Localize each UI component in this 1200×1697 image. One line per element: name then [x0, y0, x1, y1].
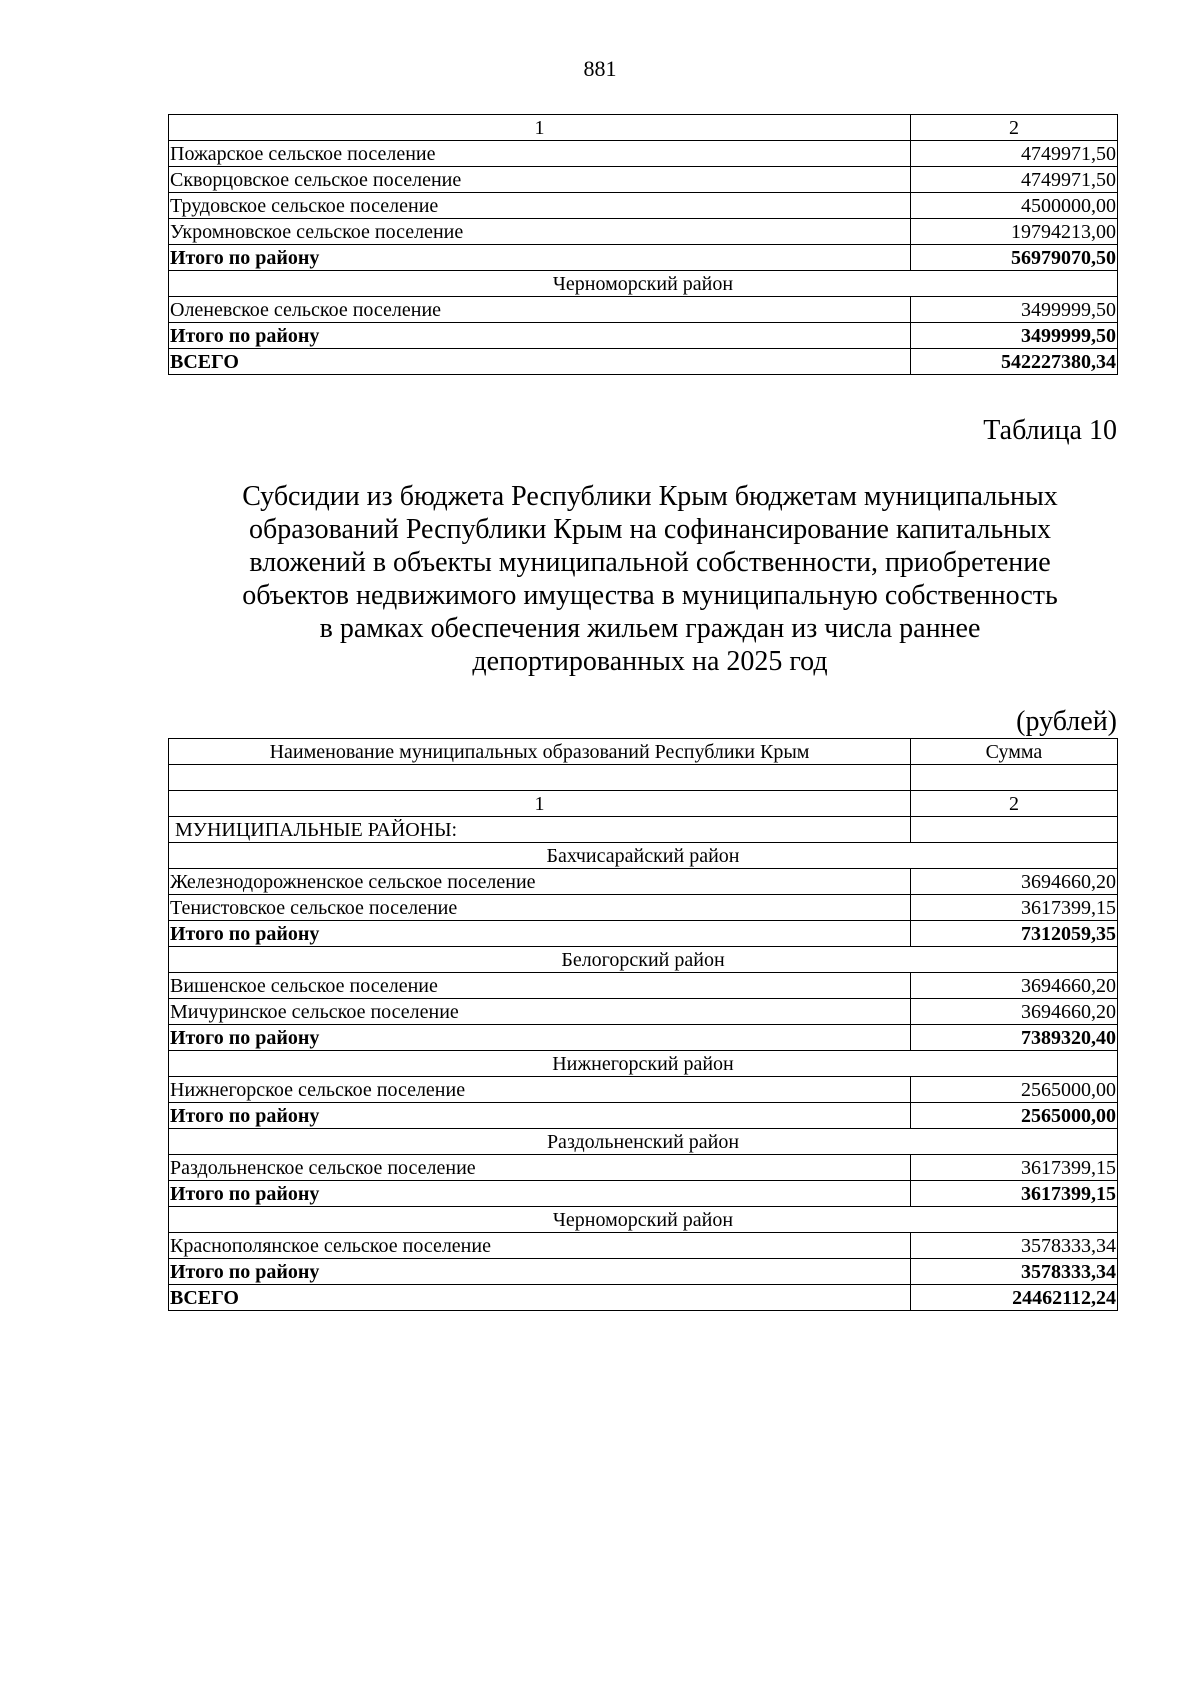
- subtotal-label: Итого по району: [169, 1181, 911, 1207]
- settlement-amount: 3617399,15: [911, 1155, 1118, 1181]
- district-name: Черноморский район: [169, 1207, 1118, 1233]
- table-row: [169, 973, 1118, 999]
- district-header-row: [169, 1051, 1118, 1077]
- subtotal-amount: 7389320,40: [911, 1025, 1118, 1051]
- settlement-amount: 2565000,00: [911, 1077, 1118, 1103]
- header-name: Наименование муниципальных образований Республики Крым: [169, 739, 911, 765]
- district-header-row: [169, 843, 1118, 869]
- table-label: Таблица 10: [983, 415, 1117, 446]
- subtotal-amount: 3617399,15: [911, 1181, 1118, 1207]
- district-subtotal-row: [169, 1103, 1118, 1129]
- table-header-row: [169, 739, 1118, 765]
- district-subtotal-row: [169, 1025, 1118, 1051]
- subtotal-amount: 2565000,00: [911, 1103, 1118, 1129]
- subtotal-amount: 3499999,50: [911, 323, 1118, 349]
- district-subtotal-row: [169, 245, 1118, 271]
- settlement-name: Нижнегорское сельское поселение: [169, 1077, 911, 1103]
- settlement-name: Железнодорожненское сельское поселение: [169, 869, 911, 895]
- subtotal-label: Итого по району: [169, 1103, 911, 1129]
- subtotal-label: Итого по району: [169, 245, 911, 271]
- column-number-row: [169, 115, 1118, 141]
- district-name: Раздольненский район: [169, 1129, 1118, 1155]
- district-header-row: [169, 947, 1118, 973]
- header-sum: Сумма: [911, 739, 1118, 765]
- settlement-amount: 3694660,20: [911, 973, 1118, 999]
- table-row: [169, 1155, 1118, 1181]
- header-divider: [169, 765, 1118, 791]
- district-subtotal-row: [169, 1259, 1118, 1285]
- table-title-line: в рамках обеспечения жильем граждан из числа раннее: [319, 613, 981, 644]
- settlement-name: Оленевское сельское поселение: [169, 297, 911, 323]
- subtotal-amount: 3578333,34: [911, 1259, 1118, 1285]
- grand-total-amount: 24462112,24: [911, 1285, 1118, 1311]
- subtotal-label: Итого по району: [169, 1259, 911, 1285]
- settlement-name: Вишенское сельское поселение: [169, 973, 911, 999]
- section-row: [169, 817, 1118, 843]
- settlement-name: Пожарское сельское поселение: [169, 141, 911, 167]
- column-number-row: [169, 791, 1118, 817]
- settlement-name: Укромновское сельское поселение: [169, 219, 911, 245]
- subtotal-label: Итого по району: [169, 921, 911, 947]
- table-row: [169, 895, 1118, 921]
- table-row: [169, 1077, 1118, 1103]
- grand-total-row: [169, 349, 1118, 375]
- section-empty-cell: [911, 817, 1118, 843]
- page-number: 881: [583, 56, 617, 81]
- district-subtotal-row: [169, 323, 1118, 349]
- settlement-amount: 4749971,50: [911, 141, 1118, 167]
- district-header-row: [169, 271, 1118, 297]
- settlement-name: Раздольненское сельское поселение: [169, 1155, 911, 1181]
- settlement-amount: 3617399,15: [911, 895, 1118, 921]
- district-header-row: [169, 1129, 1118, 1155]
- table-title-line: объектов недвижимого имущества в муниципальную собственность: [242, 580, 1058, 611]
- settlement-amount: 3694660,20: [911, 869, 1118, 895]
- table-row: [169, 193, 1118, 219]
- table-row: [169, 297, 1118, 323]
- subtotal-label: Итого по району: [169, 323, 911, 349]
- settlement-amount: 19794213,00: [911, 219, 1118, 245]
- settlement-name: Краснополянское сельское поселение: [169, 1233, 911, 1259]
- subsidy-table: [168, 738, 1118, 1311]
- district-name: Бахчисарайский район: [169, 843, 1118, 869]
- district-subtotal-row: [169, 921, 1118, 947]
- district-header-row: [169, 1207, 1118, 1233]
- settlement-amount: 3578333,34: [911, 1233, 1118, 1259]
- settlement-name: Скворцовское сельское поселение: [169, 167, 911, 193]
- table-row: [169, 869, 1118, 895]
- table-title-line: депортированных на 2025 год: [472, 646, 828, 677]
- subtotal-label: Итого по району: [169, 1025, 911, 1051]
- settlement-amount: 3694660,20: [911, 999, 1118, 1025]
- settlement-amount: 3499999,50: [911, 297, 1118, 323]
- district-name: Белогорский район: [169, 947, 1118, 973]
- subtotal-amount: 7312059,35: [911, 921, 1118, 947]
- section-title: МУНИЦИПАЛЬНЫЕ РАЙОНЫ:: [169, 817, 911, 843]
- grand-total-label: ВСЕГО: [169, 349, 911, 375]
- grand-total-amount: 542227380,34: [911, 349, 1118, 375]
- settlement-name: Тенистовское сельское поселение: [169, 895, 911, 921]
- settlement-amount: 4749971,50: [911, 167, 1118, 193]
- table-row: [169, 1233, 1118, 1259]
- units-label: (рублей): [1016, 706, 1117, 737]
- table-title-line: образований Республики Крым на софинансирование капитальных: [249, 514, 1051, 545]
- grand-total-row: [169, 1285, 1118, 1311]
- column-number-2: 2: [911, 791, 1118, 817]
- table-title-line: вложений в объекты муниципальной собственности, приобретение: [249, 547, 1051, 578]
- table-row: [169, 167, 1118, 193]
- column-number-1: 1: [169, 115, 911, 141]
- settlement-amount: 4500000,00: [911, 193, 1118, 219]
- table-title-line: Субсидии из бюджета Республики Крым бюджетам муниципальных: [242, 481, 1058, 512]
- district-name: Нижнегорский район: [169, 1051, 1118, 1077]
- column-number-2: 2: [911, 115, 1118, 141]
- grand-total-label: ВСЕГО: [169, 1285, 911, 1311]
- continued-table: [168, 114, 1118, 375]
- table-title: [180, 480, 1120, 678]
- table-row: [169, 219, 1118, 245]
- table-row: [169, 141, 1118, 167]
- settlement-name: Мичуринское сельское поселение: [169, 999, 911, 1025]
- subtotal-amount: 56979070,50: [911, 245, 1118, 271]
- table-row: [169, 999, 1118, 1025]
- district-subtotal-row: [169, 1181, 1118, 1207]
- district-name: Черноморский район: [169, 271, 1118, 297]
- column-number-1: 1: [169, 791, 911, 817]
- settlement-name: Трудовское сельское поселение: [169, 193, 911, 219]
